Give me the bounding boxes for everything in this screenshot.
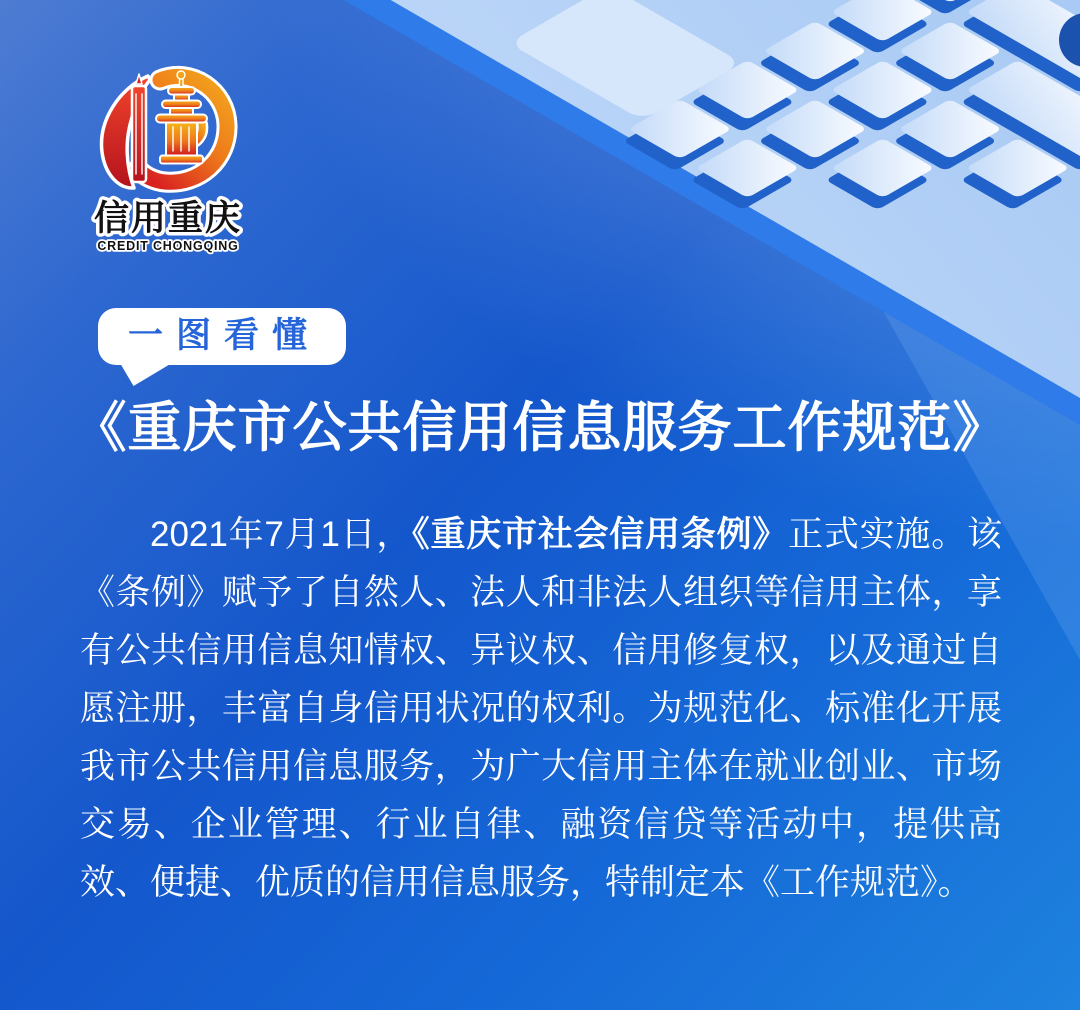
article-body: 正式实施。该《条例》赋予了自然人、法人和非法人组织等信用主体，享有公共信用信息知情权、异议权、信用修复权，以及通过自愿注册，丰富自身信用状况的权利。为规范化、标准化开展我市公共信用信息服务，为广大信用主体在就业创业、市场交易、企业管理、行业自律、融资信贷等活动中，提供高效、便捷、优质的信用信息服务，特制定本《工作规范》。 <box>80 515 1002 902</box>
speech-bubble-badge <box>98 308 346 365</box>
page-title: 《重庆市公共信用信息服务工作规范》 <box>72 398 1008 458</box>
badge-label: 一图看懂 <box>128 316 321 355</box>
credit-chongqing-logo-icon <box>102 71 227 188</box>
logo-name-en: CREDIT CHONGQING <box>97 239 239 253</box>
intro-paragraph <box>80 506 1002 912</box>
article-lead: 2021年7月1日， <box>150 515 413 554</box>
article-highlight: 《重庆市社会信用条例》 <box>412 515 789 554</box>
credit-chongqing-logo <box>84 62 252 258</box>
logo-name: 信用重庆 <box>93 199 243 238</box>
